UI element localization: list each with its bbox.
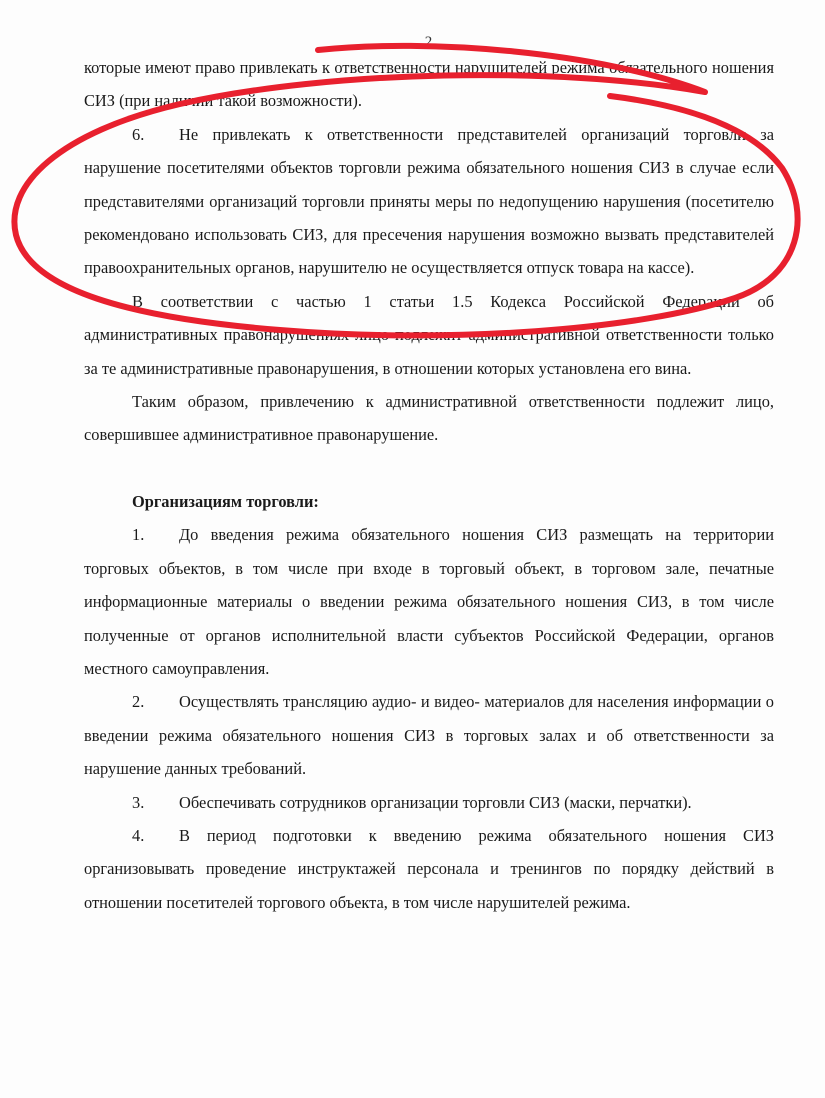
list-item-1 xyxy=(84,518,774,685)
paragraph-continuation: которые имеют право привлекать к ответственности нарушителей режима обязательного ношения СИЗ (при наличии такой возможности). xyxy=(84,58,774,111)
item-text: До введения режима обязательного ношения СИЗ размещать на территории торговых объектов, в том числе при входе в торговый объект, в торговом зале, печатные информационные материалы о введении режима обязательного ношения СИЗ, в том числе полученные от органов исполнительной власти субъектов Российской Федерации, органов местного самоуправления. xyxy=(84,525,774,678)
list-item-4 xyxy=(84,819,774,919)
document-body xyxy=(84,51,774,919)
spacer xyxy=(84,452,774,485)
list-item-3 xyxy=(84,786,774,819)
item-number: 1. xyxy=(132,525,145,545)
item-text: В период подготовки к введению режима обязательного ношения СИЗ организовывать проведение инструктажей персонала и тренингов по порядку действий в отношении посетителей торгового объекта, в том числе нарушителей режима. xyxy=(84,825,774,912)
paragraph-law-reference: В соответствии с частью 1 статьи 1.5 Кодекса Российской Федерации об административных правонарушениях лицо подлежит административной ответственности только за те административные правонарушения, в отношении которых установлена его вина. xyxy=(84,291,774,378)
item-number: 3. xyxy=(132,792,145,812)
paragraph-item-6 xyxy=(84,118,774,285)
section-heading: Организациям торговли: xyxy=(132,491,319,511)
page-number: 2 xyxy=(424,34,433,50)
item-number: 6. xyxy=(132,124,145,144)
item-number: 4. xyxy=(132,825,145,845)
paragraph-conclusion: Таким образом, привлечению к административной ответственности подлежит лицо, совершившее административное правонарушение. xyxy=(84,392,774,445)
item-number: 2. xyxy=(132,692,145,712)
item-text: Обеспечивать сотрудников организации торговли СИЗ (маски, перчатки). xyxy=(179,792,692,812)
item-text: Осуществлять трансляцию аудио- и видео- материалов для населения информации о введении режима обязательного ношения СИЗ в торговых залах и об ответственности за нарушение данных требований. xyxy=(84,692,774,779)
list-item-2 xyxy=(84,685,774,785)
item-text: Не привлекать к ответственности представителей организаций торговли за нарушение посетителями объектов торговли режима обязательного ношения СИЗ в случае если представителями организаций торговли приняты меры по недопущению нарушения (посетителю рекомендовано использовать СИЗ, для пресечения нарушения возможно вызвать представителей правоохранительных органов, нарушителю не осуществляется отпуск товара на кассе). xyxy=(84,124,774,278)
